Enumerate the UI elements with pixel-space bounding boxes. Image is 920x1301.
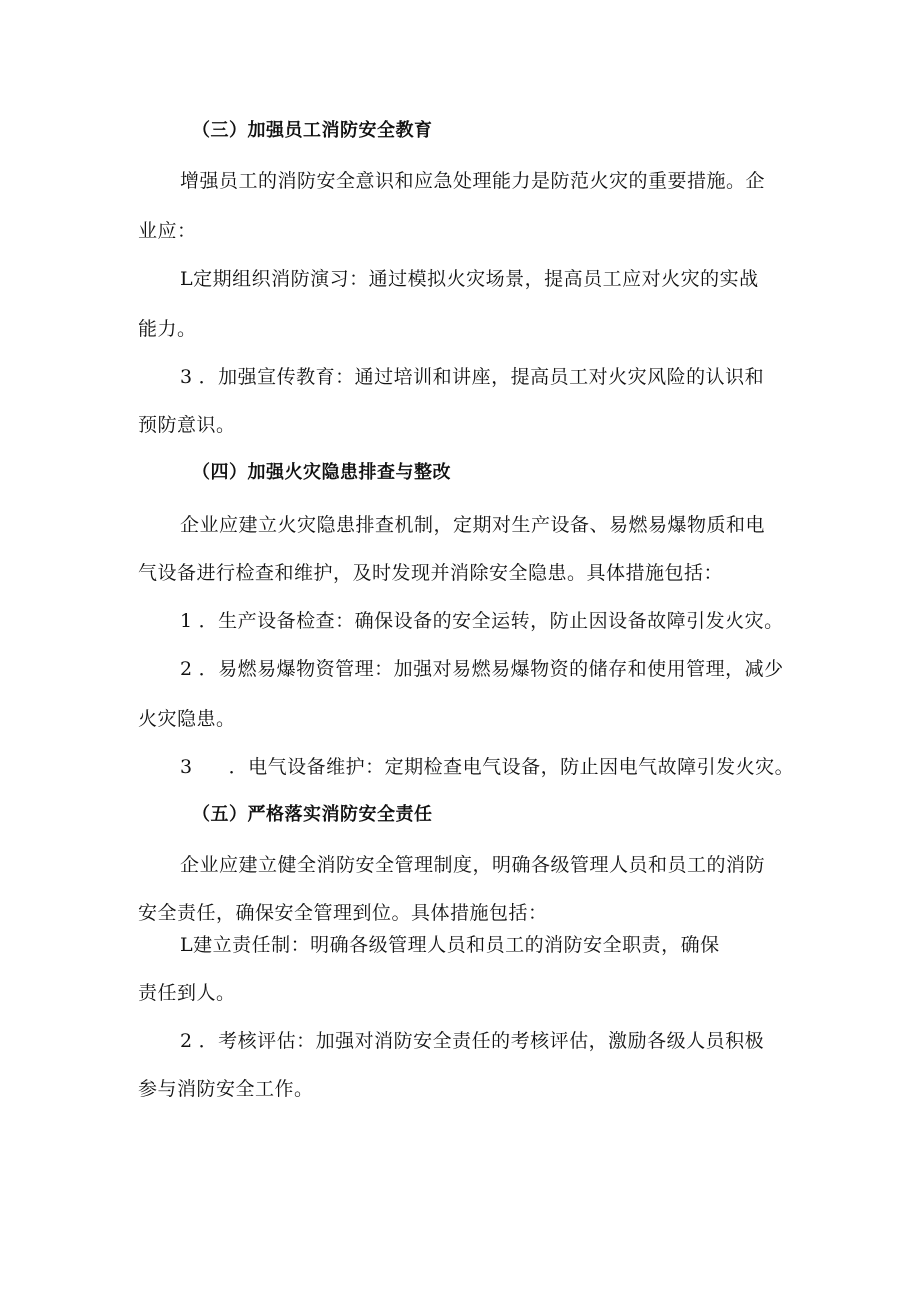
item-number: 3 [180,756,193,778]
item-text: ．考核评估：加强对消防安全责任的考核评估，激励各级人员积极 [198,1030,765,1052]
list-item-line [180,754,794,780]
paragraph-line: 企业应建立健全消防安全管理制度，明确各级管理人员和员工的消防 [180,854,766,876]
list-item-line [180,1028,764,1054]
item-text: ．易燃易爆物资管理：加强对易燃易爆物资的储存和使用管理，减少 [198,658,784,680]
list-item-line [180,656,784,682]
paragraph-line: 增强员工的消防安全意识和应急处理能力是防范火灾的重要措施。企 [180,170,766,192]
list-item-line: L定期组织消防演习：通过模拟火灾场景，提高员工应对火灾的实战 [180,268,759,290]
list-item-line: L建立责任制：明确各级管理人员和员工的消防安全职责，确保 [180,934,720,956]
item-number: 2 [180,1030,193,1052]
paragraph-line: 企业应建立火灾隐患排查机制，定期对生产设备、易燃易爆物质和电 [180,514,766,536]
section-heading: （四）加强火灾隐患排查与整改 [192,462,451,483]
paragraph-line: 业应： [138,220,197,242]
section-heading: （三）加强员工消防安全教育 [192,120,433,141]
item-number: 1 [180,610,193,632]
list-item-line: 责任到人。 [138,982,236,1004]
paragraph-line: 气设备进行检查和维护，及时发现并消除安全隐患。具体措施包括： [138,562,724,584]
section-heading: （五）严格落实消防安全责任 [192,804,433,825]
paragraph-line: 安全责任，确保安全管理到位。具体措施包括： [138,902,548,924]
item-text: ．生产设备检查：确保设备的安全运转，防止因设备故障引发火灾。 [198,610,784,632]
item-number: 2 [180,658,193,680]
item-number: 3 [180,366,193,388]
list-item-line [180,608,784,634]
list-item-line [180,364,764,390]
list-item-line: 参与消防安全工作。 [138,1078,314,1100]
list-item-line: 能力。 [138,318,197,340]
item-text: ．电气设备维护：定期检查电气设备，防止因电气故障引发火灾。 [228,756,795,778]
item-text: ．加强宣传教育：通过培训和讲座，提高员工对火灾风险的认识和 [198,366,765,388]
list-item-line: 火灾隐患。 [138,708,236,730]
list-item-line: 预防意识。 [138,414,236,436]
